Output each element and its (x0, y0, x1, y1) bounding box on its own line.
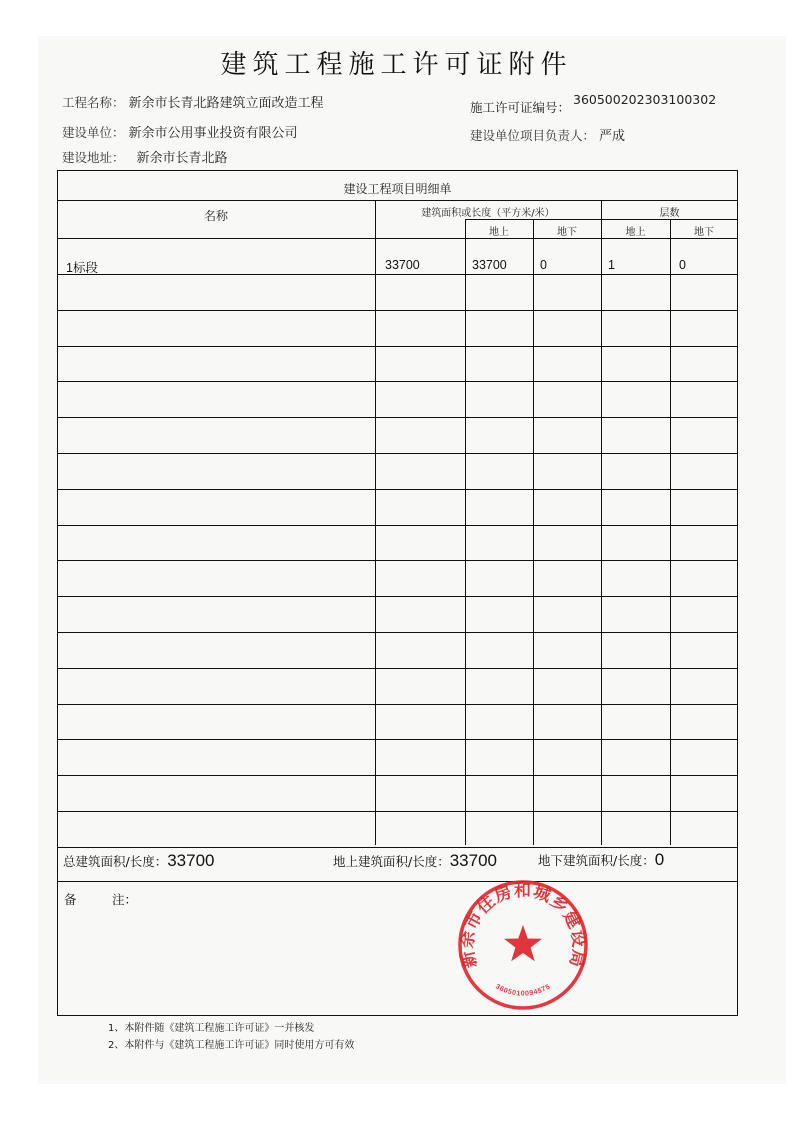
above-ground-area-row (333, 851, 497, 871)
totals-bottom-divider (57, 881, 738, 882)
construction-unit-label: 建设单位： (62, 125, 125, 140)
construction-unit-value: 新余市公用事业投资有限公司 (128, 126, 298, 141)
document-title: 建筑工程施工许可证附件 (220, 50, 573, 80)
project-name-row (62, 92, 324, 111)
project-leader-label: 建设单位项目负责人： (470, 128, 596, 143)
below-ground-area-value: 0 (654, 850, 665, 869)
above-ground-area-label: 地上建筑面积/长度： (333, 854, 450, 869)
table-row-divider (57, 668, 738, 669)
subheader-area-above: 地上 (489, 227, 509, 238)
table-row-divider (57, 560, 738, 561)
project-name-label: 工程名称： (62, 95, 125, 110)
table-row-divider (57, 704, 738, 705)
row1-floors-above: 1 (608, 258, 615, 272)
project-name-value: 新余市长青北路建筑立面改造工程 (128, 96, 324, 111)
construction-address-value: 新余市长青北路 (136, 151, 228, 166)
footnote-2: 2、本附件与《建筑工程施工许可证》同时使用方可有效 (108, 1040, 355, 1051)
col-divider-total (465, 219, 466, 845)
col-divider-floors (670, 219, 671, 845)
above-ground-area-value: 33700 (449, 851, 497, 870)
row1-above-area: 33700 (472, 258, 507, 272)
table-row-divider (57, 274, 738, 275)
table-row-divider (57, 739, 738, 740)
table-header-bottom (57, 238, 738, 239)
table-row-divider (57, 310, 738, 311)
row1-name: 1标段 (66, 261, 98, 275)
table-row-divider (57, 775, 738, 776)
table-row-divider (57, 417, 738, 418)
column-header-floors: 层数 (659, 208, 680, 219)
below-ground-area-label: 地下建筑面积/长度： (538, 853, 655, 868)
table-title-divider (57, 200, 738, 201)
project-leader-value: 严成 (599, 129, 626, 144)
table-row-divider (57, 381, 738, 382)
column-header-area: 建筑面积或长度（平方米/米） (421, 208, 555, 219)
official-seal-stamp (456, 878, 590, 1012)
table-row-divider (57, 811, 738, 812)
total-area-label: 总建筑面积/长度： (63, 854, 168, 869)
table-row-divider (57, 453, 738, 454)
construction-unit-row (62, 122, 298, 141)
table-row-divider (57, 596, 738, 597)
remarks-label-second: 注： (112, 892, 138, 907)
subheader-floors-above: 地上 (625, 227, 646, 238)
subheader-area-below: 地下 (557, 227, 577, 238)
col-divider-above (533, 219, 534, 845)
table-row-divider (57, 847, 738, 848)
below-ground-area-row (538, 850, 664, 870)
seal-star-icon (504, 925, 542, 961)
table-row-divider (57, 525, 738, 526)
svg-text:3605010094575: 3605010094575 (494, 983, 552, 998)
project-leader-row (470, 125, 625, 144)
table-row-divider (57, 346, 738, 347)
construction-address-label: 建设地址： (62, 150, 125, 165)
footnote-1: 1、本附件随《建筑工程施工许可证》一并核发 (108, 1023, 315, 1034)
total-area-row (63, 851, 215, 871)
row1-below-area: 0 (540, 258, 547, 272)
table-row-divider (57, 489, 738, 490)
table-row-divider (57, 632, 738, 633)
construction-address-row (62, 147, 228, 166)
remarks-label-first: 备 (64, 892, 77, 907)
col-divider-name (375, 200, 376, 845)
permit-number-value: 360500202303100302 (573, 92, 717, 107)
row1-floors-below: 0 (679, 258, 686, 272)
column-header-name: 名称 (203, 209, 228, 223)
table-title: 建设工程项目明细单 (343, 182, 452, 196)
permit-number-label: 施工许可证编号： (470, 100, 571, 115)
detail-table-frame (57, 170, 738, 1016)
col-divider-below (601, 200, 602, 845)
total-area-value: 33700 (167, 851, 215, 870)
svg-text:新余市住房和城乡建设局: 新余市住房和城乡建设局 (457, 880, 589, 970)
subheader-floors-below: 地下 (694, 227, 714, 238)
row1-total-area: 33700 (385, 258, 420, 272)
